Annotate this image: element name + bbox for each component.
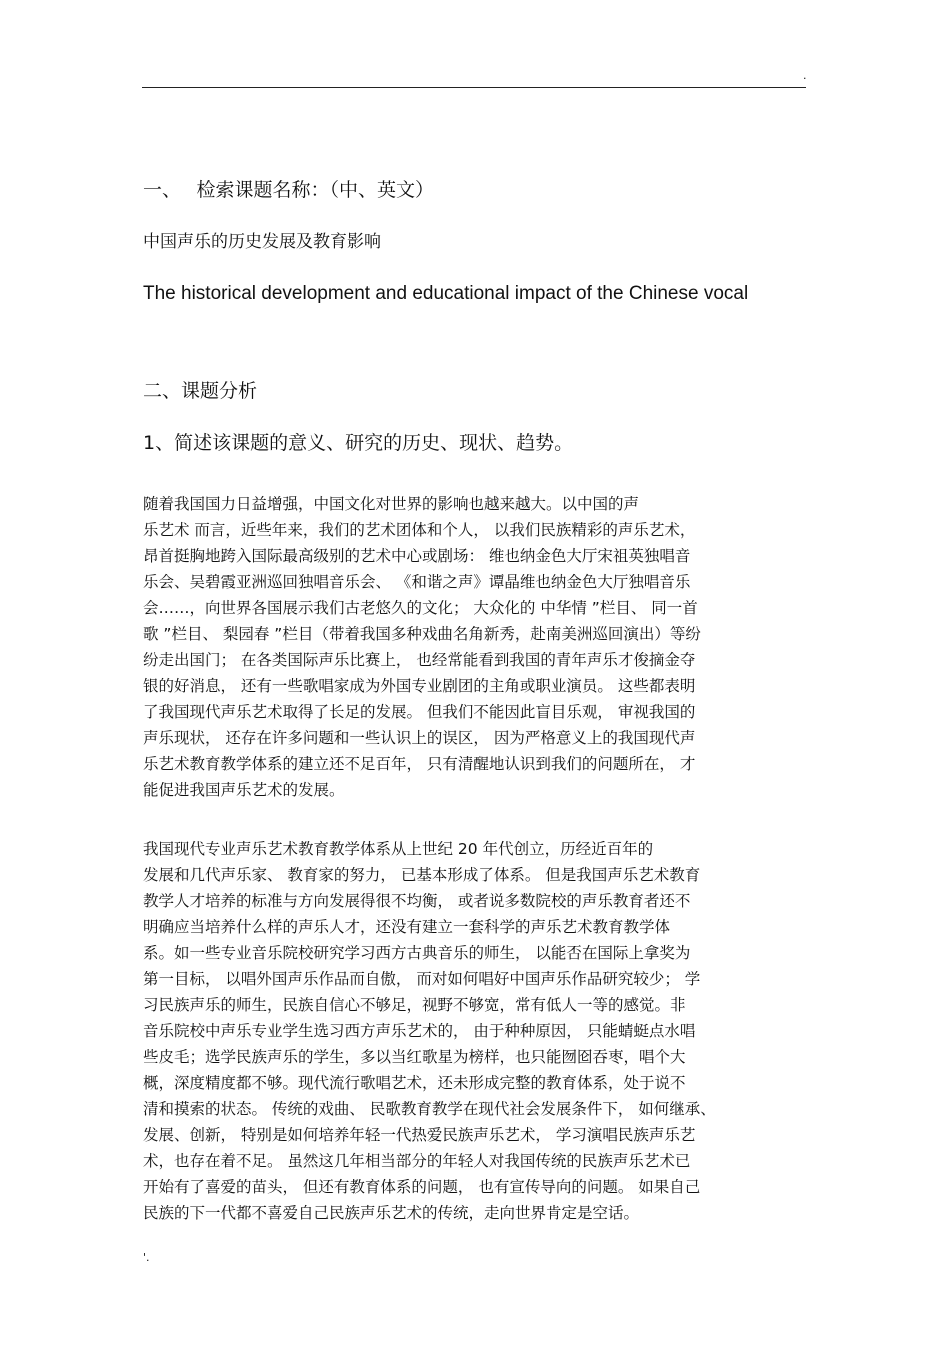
section1-heading: 一、 检索课题名称：（中、英文） <box>143 179 435 201</box>
paragraph-2 <box>143 836 716 1226</box>
paragraph-line: 术，也存在着不足。 虽然这几年相当部分的年轻人对我国传统的民族声乐艺术已 <box>143 1152 691 1170</box>
paragraph-line: 系。如一些专业音乐院校研究学习西方古典音乐的师生， 以能否在国际上拿奖为 <box>143 944 691 962</box>
paragraph-line: 些皮毛；选学民族声乐的学生，多以当红歌星为榜样，也只能囫囵吞枣，唱个大 <box>143 1048 686 1066</box>
paragraph-line: 民族的下一代都不喜爱自己民族声乐艺术的传统，走向世界肯定是空话。 <box>143 1204 640 1222</box>
header-mark: . <box>803 69 807 82</box>
paragraph-line: 音乐院校中声乐专业学生选习西方声乐艺术的， 由于种种原因， 只能蜻蜓点水唱 <box>143 1022 696 1040</box>
paragraph-line: 教学人才培养的标准与方向发展得很不均衡， 或者说多数院校的声乐教育者还不 <box>143 892 691 910</box>
paragraph-line: 能促进我国声乐艺术的发展。 <box>143 781 345 799</box>
header-rule <box>142 87 806 88</box>
paragraph-line: 了我国现代声乐艺术取得了长足的发展。 但我们不能因此盲目乐观， 审视我国的 <box>143 703 696 721</box>
paragraph-line: 发展和几代声乐家、 教育家的努力， 已基本形成了体系。 但是我国声乐艺术教育 <box>143 866 701 884</box>
paragraph-line: 乐艺术教育教学体系的建立还不足百年， 只有清醒地认识到我们的问题所在， 才 <box>143 755 696 773</box>
paragraph-1 <box>143 491 701 803</box>
paragraph-line: 会……，向世界各国展示我们古老悠久的文化； 大众化的 中华情 ”栏目、 同一首 <box>143 599 698 617</box>
paragraph-line: 清和摸索的状态。 传统的戏曲、 民歌教育教学在现代社会发展条件下， 如何继承、 <box>143 1100 716 1118</box>
paragraph-line: 乐艺术 而言，近些年来，我们的艺术团体和个人， 以我们民族精彩的声乐艺术， <box>143 521 696 539</box>
footer-mark: '. <box>143 1251 150 1264</box>
section2-heading: 二、课题分析 <box>143 380 258 402</box>
paragraph-line: 随着我国国力日益增强，中国文化对世界的影响也越来越大。以中国的声 <box>143 495 640 513</box>
paragraph-line: 习民族声乐的师生，民族自信心不够足，视野不够宽，常有低人一等的感觉。非 <box>143 996 686 1014</box>
paragraph-line: 第一目标， 以唱外国声乐作品而自傲， 而对如何唱好中国声乐作品研究较少； 学 <box>143 970 701 988</box>
paragraph-line: 发展、创新， 特别是如何培养年轻一代热爱民族声乐艺术， 学习演唱民族声乐艺 <box>143 1126 696 1144</box>
paragraph-line: 银的好消息， 还有一些歌唱家成为外国专业剧团的主角或职业演员。 这些都表明 <box>143 677 696 695</box>
title-english: The historical development and educational impact of the Chinese vocal <box>143 283 749 304</box>
section2-subheading: 1、简述该课题的意义、研究的历史、现状、趋势。 <box>143 432 574 454</box>
paragraph-line: 声乐现状， 还存在许多问题和一些认识上的误区， 因为严格意义上的我国现代声 <box>143 729 696 747</box>
paragraph-line: 我国现代专业声乐艺术教育教学体系从上世纪 20 年代创立，历经近百年的 <box>143 840 654 858</box>
paragraph-line: 歌 ”栏目、 梨园春 ”栏目（带着我国多种戏曲名角新秀，赴南美洲巡回演出）等纷 <box>143 625 701 643</box>
paragraph-line: 纷走出国门； 在各类国际声乐比赛上， 也经常能看到我国的青年声乐才俊摘金夺 <box>143 651 696 669</box>
paragraph-line: 开始有了喜爱的苗头， 但还有教育体系的问题， 也有宣传导向的问题。 如果自己 <box>143 1178 701 1196</box>
paragraph-line: 明确应当培养什么样的声乐人才，还没有建立一套科学的声乐艺术教育教学体 <box>143 918 671 936</box>
paragraph-line: 乐会、吴碧霞亚洲巡回独唱音乐会、 《和谐之声》谭晶维也纳金色大厅独唱音乐 <box>143 573 691 591</box>
paragraph-line: 昂首挺胸地跨入国际最高级别的艺术中心或剧场： 维也纳金色大厅宋祖英独唱音 <box>143 547 691 565</box>
title-chinese: 中国声乐的历史发展及教育影响 <box>143 232 381 252</box>
paragraph-line: 概，深度精度都不够。现代流行歌唱艺术，还未形成完整的教育体系，处于说不 <box>143 1074 686 1092</box>
